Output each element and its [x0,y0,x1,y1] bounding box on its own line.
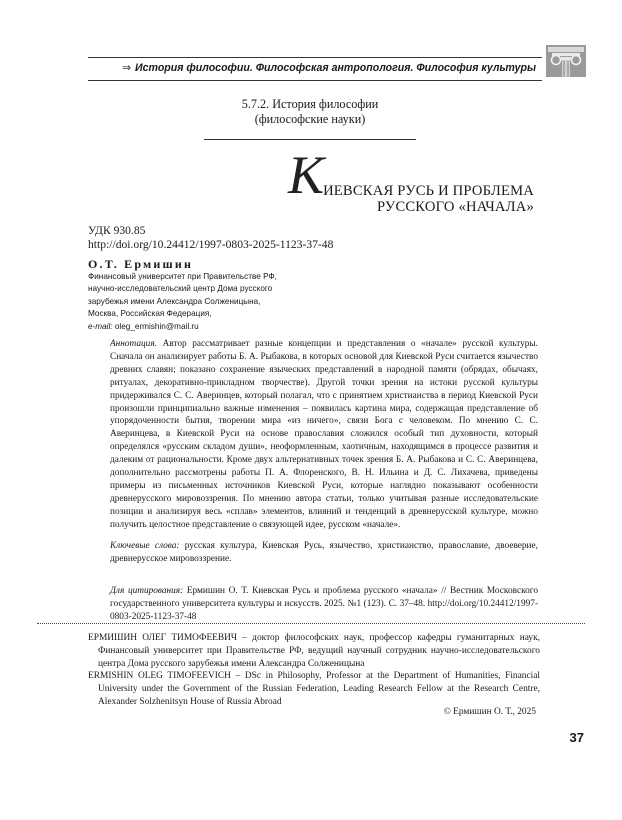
author-bio-ru: ЕРМИШИН ОЛЕГ ТИМОФЕЕВИЧ – доктор философских наук, профессор кафедры гуманитарных наук, Финансовый университет при Правительстве РФ, ведущий научный сотрудник научно-исследовательского центра Дома русского зарубежья имени Александра Солженицына [88,633,540,670]
title-initial: К [288,145,324,205]
citation-text: Ермишин О. Т. Киевская Русь и проблема русского «начала» // Вестник Московского государственного университета культуры и искусств. 2025. №1 (123). С. 37–48. http://doi.org/10.24412/1997-0803-2025-1123-37-48 [110,586,538,622]
running-title: История философии. Философская антропология. Философия культуры [135,62,536,74]
author-email-line [88,321,348,333]
affiliation-line: научно-исследовательский центр Дома русского [88,284,273,294]
header-rule-top [88,57,542,58]
email-label: e-mail: [88,321,113,331]
citation [110,585,538,624]
column-capital-icon [546,45,586,77]
doi-link[interactable]: http://doi.org/10.24412/1997-0803-2025-1123-37-48 [88,238,334,251]
abstract-label: Аннотация. [110,339,157,349]
running-header [122,62,536,74]
copyright: © Ермишин О. Т., 2025 [443,707,536,717]
arrow-right-icon: ⇒ [122,62,132,74]
author-email[interactable]: oleg_ermishin@mail.ru [114,321,199,331]
section-code: 5.7.2. История философии [241,97,379,111]
section-subtitle: (философские науки) [254,112,366,126]
page-number: 37 [569,730,584,745]
keywords [110,540,538,566]
affiliation-line: Финансовый университет при Правительстве РФ, [88,272,277,281]
keywords-label: Ключевые слова: [110,541,180,551]
abstract [110,338,538,532]
udc-code: УДК 930.85 [88,224,146,237]
author-name: О.Т. Ермишин [88,257,194,271]
section-divider [204,139,416,140]
article-title-line-2: РУССКОГО «НАЧАЛА» [376,199,534,215]
citation-label: Для цитирования: [110,586,184,596]
dotted-divider [37,623,585,624]
affiliation-line: Москва, Российская Федерация, [88,309,212,319]
header-rule-bottom [88,80,542,81]
author-bio-en: ERMISHIN OLEG TIMOFEEVICH – DSc in Philosophy, Professor at the Department of Humanities, Financial University under the Government of the Russian Federation, Leading Research Fellow at the Research Centre, Alexander Solzhenitsyn House of Russia Abroad [88,671,540,708]
author-affiliation [88,271,348,333]
article-title-line-1: ИЕВСКАЯ РУСЬ И ПРОБЛЕМА [323,183,534,199]
affiliation-line: зарубежья имени Александра Солженицына, [88,296,261,306]
abstract-text: Автор рассматривает разные концепции и представления о «начале» русской культуры. Сначала он анализирует работы Б. А. Рыбакова, в которых основой для Киевской Руси считается язычество древних славян; показано сохранение языческих представлений в народной памяти (обрядах, обычаях, ритуалах, декоративно-прикладном творчестве). Другой точки зрения на истоки русской культуры придерживался С. С. Аверинцев, который полагал, что с принятием христианства в период Киевской Руси произошли принципиально важные изменения – появилась картина мира, содержащая представление об упорядоченности бытия, творении мира «из ничего», связи Бога с человеком. По мнению С. С. Аверинцева, в Киевской Руси на основе православия сложился особый тип духовности, который определялся «русским складом души», неоформленным, хаотичным, находящимся в процессе развития и далеким от рациональности. Кроме двух альтернативных точек зрения Б. А. Рыбакова и С. С. Аверинцева, дополнительно рассмотрены работы П. А. Флоренского, В. Н. Ильина и Д. С. Лихачева, приведены примеры из письменных источников Киевской Руси, которые наглядно показывают особенности древнерусского мировоззрения. По мнению автора статьи, только учитывая разные исследовательские позиции и анализируя весь «сплав» элементов, влияний и тенденций в древнерусской культуре, можно получить целостное представление о связующей идее, русском «начале». [110,339,538,530]
keywords-text: русская культура, Киевская Русь, язычество, христианство, православие, двоеверие, древнерусское мировоззрение. [110,541,538,564]
